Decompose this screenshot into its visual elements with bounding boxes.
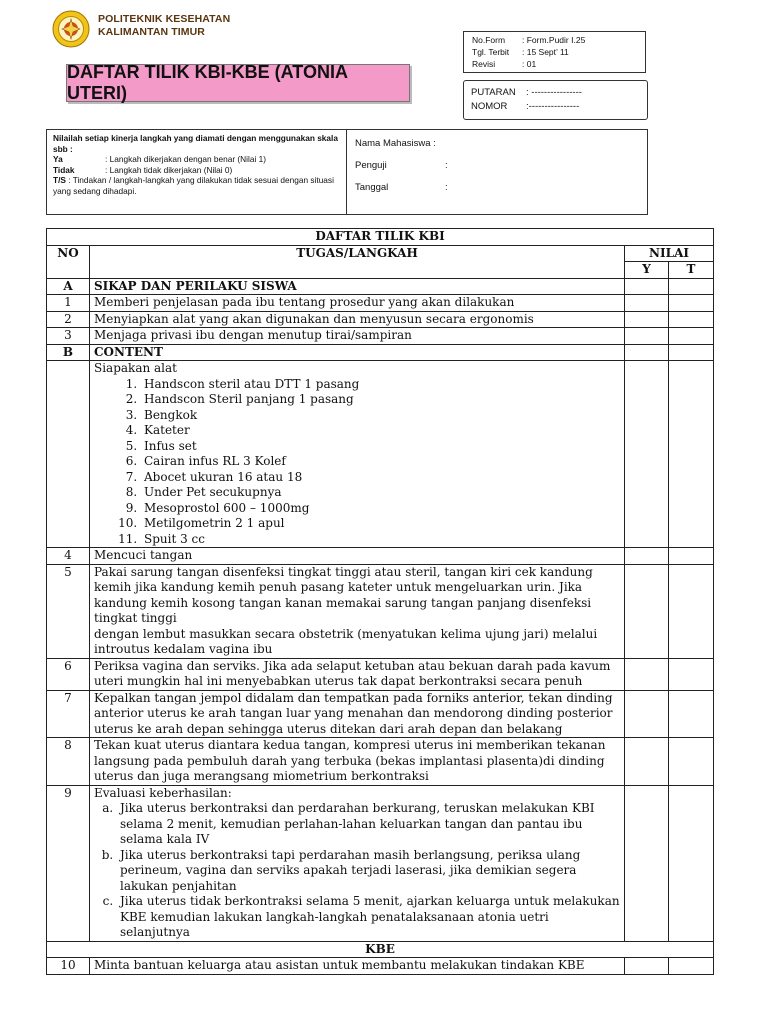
table-row: 4 Mencuci tangan bbox=[47, 548, 714, 565]
list-item: 2. Handscon Steril panjang 1 pasang bbox=[141, 392, 620, 408]
list-item: 1. Handscon steril atau DTT 1 pasang bbox=[141, 377, 620, 393]
step-text: Tekan kuat uterus diantara kedua tangan, kompresi uterus ini memberikan tekanan langsung pada pembuluh darah yang terbuka (bekas implantasi plasenta)di dinding uterus dan juga merangsang miometrium berkontraksi bbox=[90, 738, 625, 786]
putaran-box bbox=[463, 80, 648, 120]
column-header-y: Y bbox=[625, 262, 669, 279]
evaluation-cell bbox=[90, 785, 625, 941]
form-info-box bbox=[463, 31, 646, 73]
equipment-list-label: Siapakan alat bbox=[94, 361, 177, 375]
table-title-row bbox=[47, 229, 714, 246]
list-item: 10. Metilgometrin 2 1 apul bbox=[141, 516, 620, 532]
table-row: 6 Periksa vagina dan serviks. Jika ada selaput ketuban atau bekuan darah pada kavum uteri mungkin hal ini menyebabkan uterus tak dapat berkontraksi secara penuh bbox=[47, 658, 714, 690]
table-row: 3 Menjaga privasi ibu dengan menutup tirai/sampiran bbox=[47, 328, 714, 345]
step-text: Memberi penjelasan pada ibu tentang prosedur yang akan dilakukan bbox=[90, 295, 625, 312]
logo-emblem-icon bbox=[52, 10, 90, 48]
form-revision-row: Revisi : 01 bbox=[472, 59, 537, 69]
institution-line1: POLITEKNIK KESEHATAN bbox=[98, 13, 231, 25]
section-title-b: CONTENT bbox=[90, 344, 625, 361]
evaluation-list bbox=[94, 801, 620, 941]
putaran-row: PUTARAN : ---------------- bbox=[471, 87, 582, 98]
form-number-row: No.Form : Form.Pudir I.25 bbox=[472, 35, 586, 45]
table-row: 8 Tekan kuat uterus diantara kedua tangan, kompresi uterus ini memberikan tekanan langsung pada pembuluh darah yang terbuka (bekas implantasi plasenta)di dinding uterus dan juga merangsang miometrium berkontraksi bbox=[47, 738, 714, 786]
equipment-list bbox=[94, 377, 620, 548]
table-header-row bbox=[47, 245, 714, 262]
table-title: DAFTAR TILIK KBI bbox=[47, 229, 714, 246]
list-item: 9. Mesoprostol 600 – 1000mg bbox=[141, 501, 620, 517]
table-row: 1 Memberi penjelasan pada ibu tentang prosedur yang akan dilakukan bbox=[47, 295, 714, 312]
list-item: 6. Cairan infus RL 3 Kolef bbox=[141, 454, 620, 470]
score-t-cell[interactable] bbox=[669, 564, 714, 658]
table-row: 7 Kepalkan tangan jempol didalam dan tempatkan pada forniks anterior, tekan dinding anterior uterus ke arah tangan luar yang menahan dan mendorong dinding posterior uterus ke arah depan sehingga uterus ditekan dari arah depan dan belakang bbox=[47, 690, 714, 738]
score-t-cell[interactable] bbox=[669, 278, 714, 295]
score-y-cell[interactable] bbox=[625, 295, 669, 312]
section-title-a: SIKAP DAN PERILAKU SISWA bbox=[90, 278, 625, 295]
institution-name bbox=[98, 13, 230, 39]
column-header-no: NO bbox=[47, 245, 90, 278]
column-header-nilai: NILAI bbox=[625, 245, 714, 262]
legend-ya: Ya : Langkah dikerjakan dengan benar (Nilai 1) bbox=[53, 154, 266, 164]
column-header-task: TUGAS/LANGKAH bbox=[90, 245, 625, 278]
legend-identity-box bbox=[46, 129, 648, 215]
score-t-cell[interactable] bbox=[669, 958, 714, 975]
score-t-cell[interactable] bbox=[669, 548, 714, 565]
column-header-t: T bbox=[669, 262, 714, 279]
nama-mahasiswa-field[interactable]: Nama Mahasiswa : bbox=[355, 138, 436, 149]
nomor-row: NOMOR :---------------- bbox=[471, 101, 580, 112]
score-t-cell[interactable] bbox=[669, 361, 714, 548]
step-text: Mencuci tangan bbox=[90, 548, 625, 565]
tanggal-field[interactable]: Tanggal : bbox=[355, 182, 448, 193]
step-text: Periksa vagina dan serviks. Jika ada selaput ketuban atau bekuan darah pada kavum uteri mungkin hal ini menyebabkan uterus tak dapat berkontraksi secara penuh bbox=[90, 658, 625, 690]
list-item: 11. Spuit 3 cc bbox=[141, 532, 620, 548]
score-t-cell[interactable] bbox=[669, 785, 714, 941]
table-row: 5 Pakai sarung tangan disenfeksi tingkat tinggi atau steril, tangan kiri cek kandung kemih jika kandung kemih penuh pasang kateter untuk mengeluarkan urin. Jika kandung kemih kosong tangan kanan memakai sarung tangan panjang disenfeksi tingkat tinggi dengan lembut masukkan secara obstetrik (menyatukan kelima ujung jari) melalui introutus kedalam vagina ibu bbox=[47, 564, 714, 658]
institution-line2: KALIMANTAN TIMUR bbox=[98, 26, 205, 38]
score-t-cell[interactable] bbox=[669, 311, 714, 328]
legend-tidak: Tidak : Langkah tidak dikerjakan (Nilai 0) bbox=[53, 164, 233, 175]
section-row-kbe bbox=[47, 941, 714, 958]
student-identity bbox=[355, 133, 448, 199]
putaran-field[interactable]: : ---------------- bbox=[526, 87, 582, 98]
score-t-cell[interactable] bbox=[669, 658, 714, 690]
score-y-cell[interactable] bbox=[625, 958, 669, 975]
penguji-field[interactable]: Penguji : bbox=[355, 160, 448, 171]
score-y-cell[interactable] bbox=[625, 311, 669, 328]
institution-logo bbox=[52, 10, 90, 48]
score-y-cell[interactable] bbox=[625, 328, 669, 345]
document-title-banner bbox=[66, 64, 410, 102]
step-text: Menjaga privasi ibu dengan menutup tirai/sampiran bbox=[90, 328, 625, 345]
score-y-cell[interactable] bbox=[625, 564, 669, 658]
score-y-cell[interactable] bbox=[625, 548, 669, 565]
scoring-legend bbox=[47, 130, 347, 214]
step-text: Minta bantuan keluarga atau asistan untuk membantu melakukan tindakan KBE bbox=[90, 958, 625, 975]
score-t-cell[interactable] bbox=[669, 328, 714, 345]
list-item: 4. Kateter bbox=[141, 423, 620, 439]
checklist-table bbox=[46, 228, 714, 975]
table-row: 2 Menyiapkan alat yang akan digunakan dan menyusun secara ergonomis bbox=[47, 311, 714, 328]
score-t-cell[interactable] bbox=[669, 690, 714, 738]
step-text: Kepalkan tangan jempol didalam dan tempatkan pada forniks anterior, tekan dinding anterior uterus ke arah tangan luar yang menahan dan mendorong dinding posterior uterus ke arah depan sehingga uterus ditekan dari arah depan dan belakang bbox=[90, 690, 625, 738]
legend-ts: T/S : Tindakan / langkah-langkah yang dilakukan tidak sesuai dengan situasi yang sedang dihadapi. bbox=[53, 175, 334, 196]
score-y-cell[interactable] bbox=[625, 785, 669, 941]
score-y-cell[interactable] bbox=[625, 361, 669, 548]
legend-intro: Nilailah setiap kinerja langkah yang diamati dengan menggunakan skala sbb : bbox=[53, 133, 338, 154]
score-y-cell[interactable] bbox=[625, 690, 669, 738]
score-y-cell[interactable] bbox=[625, 658, 669, 690]
list-item: 7. Abocet ukuran 16 atau 18 bbox=[141, 470, 620, 486]
score-y-cell[interactable] bbox=[625, 278, 669, 295]
table-row: 10 Minta bantuan keluarga atau asistan untuk membantu melakukan tindakan KBE bbox=[47, 958, 714, 975]
section-row-b: B CONTENT bbox=[47, 344, 714, 361]
document-title: DAFTAR TILIK KBI-KBE (ATONIA UTERI) bbox=[67, 62, 348, 103]
score-y-cell[interactable] bbox=[625, 344, 669, 361]
list-item: c. Jika uterus tidak berkontraksi selama 5 menit, ajarkan keluarga untuk melakukan KBE kemudian lakukan langkah-langkah penatalaksanaan atonia uetri selanjutnya bbox=[117, 894, 620, 941]
score-t-cell[interactable] bbox=[669, 344, 714, 361]
step-text: Pakai sarung tangan disenfeksi tingkat tinggi atau steril, tangan kiri cek kandung kemih jika kandung kemih penuh pasang kateter untuk mengeluarkan urin. Jika kandung kemih kosong tangan kanan memakai sarung tangan panjang disenfeksi tingkat tinggi dengan lembut masukkan secara obstetrik (menyatukan kelima ujung jari) melalui introutus kedalam vagina ibu bbox=[90, 564, 625, 658]
score-t-cell[interactable] bbox=[669, 295, 714, 312]
section-row-a: A SIKAP DAN PERILAKU SISWA bbox=[47, 278, 714, 295]
evaluation-title: Evaluasi keberhasilan: bbox=[94, 785, 232, 800]
list-item: 5. Infus set bbox=[141, 439, 620, 455]
list-item: 8. Under Pet secukupnya bbox=[141, 485, 620, 501]
list-item: b. Jika uterus berkontraksi tapi perdarahan masih berlangsung, periksa ulang perineum, vagina dan serviks apakah terjadi laserasi, jika demikian segera lakukan penjahitan bbox=[117, 848, 620, 895]
form-date-row: Tgl. Terbit : 15 Sept’ 11 bbox=[472, 47, 569, 57]
nomor-field[interactable]: :---------------- bbox=[526, 101, 580, 112]
table-row: 9 Evaluasi keberhasilan: a. Jika uterus berkontraksi dan perdarahan berkurang, teruskan melakukan KBI selama 2 menit, kemudian perlahan-lahan keluarkan tangan dan pantau ibu selama kala IV b. Jika uterus berkontraksi tapi perdarahan masih berlangsung, periksa ulang perineum, vagina dan serviks apakah terjadi laserasi, jika demikian segera lakukan penjahitan c. Jika uterus tidak berkontraksi selama 5 menit, ajarkan keluarga untuk melakukan KBE kemudian lakukan langkah-langkah penatalaksanaan atonia uetri selanjutnya bbox=[47, 785, 714, 941]
table-row-alat bbox=[47, 361, 714, 548]
equipment-list-cell bbox=[90, 361, 625, 548]
score-t-cell[interactable] bbox=[669, 738, 714, 786]
section-title-kbe: KBE bbox=[47, 941, 714, 958]
list-item: 3. Bengkok bbox=[141, 408, 620, 424]
step-text: Menyiapkan alat yang akan digunakan dan menyusun secara ergonomis bbox=[90, 311, 625, 328]
score-y-cell[interactable] bbox=[625, 738, 669, 786]
list-item: a. Jika uterus berkontraksi dan perdarahan berkurang, teruskan melakukan KBI selama 2 menit, kemudian perlahan-lahan keluarkan tangan dan pantau ibu selama kala IV bbox=[117, 801, 620, 848]
